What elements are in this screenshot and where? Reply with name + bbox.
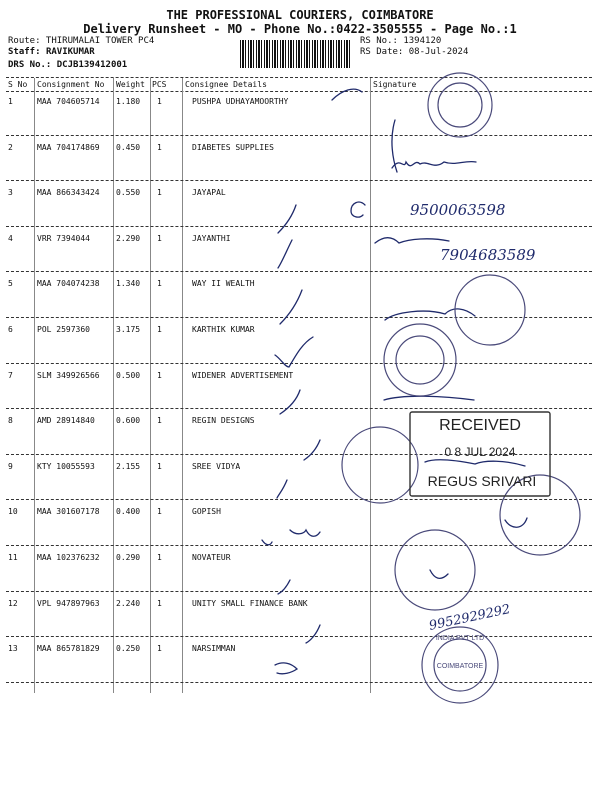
table-row [0,462,600,508]
table-row [0,234,600,280]
row-weight: 0.500 [116,370,141,380]
col-pcs: PCS [152,80,167,89]
col-signature: Signature [373,80,417,89]
row-sno: 10 [8,507,18,517]
row-consignee: DIABETES SUPPLIES [192,142,274,152]
table-row [0,97,600,143]
row-pcs: 1 [157,461,162,471]
table-row [0,143,600,189]
table-row [0,553,600,599]
route-label: Route: THIRUMALAI TOWER PC4 [8,36,155,46]
row-consignment-no: VRR 7394044 [37,233,90,243]
row-weight: 3.175 [116,325,141,334]
row-consignment-no: MAA 102376232 [37,553,100,562]
table-row [0,188,600,234]
row-divider [6,317,592,318]
row-pcs: 1 [157,598,162,608]
row-consignee: PUSHPA UDHAYAMOORTHY [192,97,289,106]
row-pcs: 1 [157,370,162,380]
handwritten-phone-3: 9952929292 [427,602,512,634]
stamp-text-india: INDIA PVT LTD [435,635,485,642]
row-consignee: JAYANTHI [192,233,231,243]
row-consignee: SREE VIDYA [192,461,241,471]
row-divider [6,226,592,227]
handwritten-phone-2: 7904683589 [440,246,536,264]
row-weight: 0.550 [116,188,141,198]
row-divider [6,682,592,683]
row-sno: 4 [8,233,13,243]
row-weight: 0.600 [116,416,141,426]
row-consignment-no: MAA 704174869 [37,142,100,152]
row-divider [6,545,592,546]
row-weight: 0.400 [116,507,141,517]
table-row [0,371,600,417]
row-weight: 2.155 [116,461,141,471]
row-divider [6,636,592,637]
table-row [0,325,600,371]
row-sno: 1 [8,97,13,106]
row-sno: 2 [8,142,13,152]
row-sno: 5 [8,279,13,289]
row-divider [6,363,592,364]
row-divider [6,499,592,500]
row-pcs: 1 [157,416,162,426]
row-consignment-no: MAA 865781829 [37,644,100,654]
table-row [0,644,600,690]
row-sno: 3 [8,188,13,198]
row-consignment-no: VPL 947897963 [37,598,100,608]
row-pcs: 1 [157,97,162,106]
handwritten-phone-1: 9500063598 [410,201,506,219]
row-consignee: NOVATEUR [192,553,231,562]
row-consignee: GOPISH [192,507,221,517]
row-sno: 12 [8,598,18,608]
column-divider [6,91,592,92]
row-weight: 0.290 [116,553,141,562]
row-pcs: 1 [157,233,162,243]
col-sno: S No [8,80,28,89]
received-stamp-label: RECEIVED [439,417,521,434]
row-consignee: REGIN DESIGNS [192,416,255,426]
row-consignment-no: SLM 349926566 [37,370,100,380]
row-sno: 7 [8,370,13,380]
table-row [0,279,600,325]
row-consignee: WIDENER ADVERTISEMENT [192,370,294,380]
row-pcs: 1 [157,644,162,654]
row-divider [6,271,592,272]
row-divider [6,408,592,409]
row-weight: 0.250 [116,644,141,654]
row-pcs: 1 [157,188,162,198]
table-row [0,507,600,553]
table-row [0,599,600,645]
row-weight: 2.290 [116,233,141,243]
row-divider [6,454,592,455]
row-weight: 1.340 [116,279,141,289]
row-consignment-no: MAA 866343424 [37,188,100,198]
header-divider [6,77,592,78]
row-sno: 6 [8,325,13,334]
row-weight: 1.180 [116,97,141,106]
row-consignment-no: KTY 10055593 [37,461,95,471]
row-weight: 0.450 [116,142,141,152]
col-weight: Weight [116,80,145,89]
barcode [240,40,352,68]
row-consignment-no: POL 2597360 [37,325,90,334]
row-divider [6,135,592,136]
row-sno: 11 [8,553,18,562]
staff-label: Staff: RAVIKUMAR [8,47,95,57]
col-consignment: Consignment No [37,80,105,89]
rs-number: RS No.: 1394120 [360,36,442,46]
company-title: THE PROFESSIONAL COURIERS, COIMBATORE [166,8,434,22]
row-pcs: 1 [157,279,162,289]
row-pcs: 1 [157,507,162,517]
received-stamp-company: REGUS SRIVARI [427,473,537,489]
row-consignee: KARTHIK KUMAR [192,325,255,334]
col-consignee: Consignee Details [185,80,267,89]
rs-date: RS Date: 08-Jul-2024 [360,47,469,57]
row-sno: 8 [8,416,13,426]
row-pcs: 1 [157,325,162,334]
row-pcs: 1 [157,553,162,562]
row-consignment-no: MAA 704074238 [37,279,100,289]
row-consignment-no: MAA 704605714 [37,97,100,106]
stamp-text-coimbatore: COIMBATORE [436,663,484,670]
row-weight: 2.240 [116,598,141,608]
row-divider [6,591,592,592]
row-divider [6,180,592,181]
row-consignment-no: AMD 28914840 [37,416,95,426]
row-sno: 13 [8,644,18,654]
row-consignment-no: MAA 301607178 [37,507,100,517]
row-consignee: NARSIMMAN [192,644,236,654]
row-pcs: 1 [157,142,162,152]
row-consignee: WAY II WEALTH [192,279,255,289]
row-consignee: JAYAPAL [192,188,226,198]
row-sno: 9 [8,461,13,471]
staff-name: RAVIKUMAR [45,47,95,57]
received-stamp-date: 0 8 JUL 2024 [444,445,516,459]
runsheet-subtitle: Delivery Runsheet - MO - Phone No.:0422-3505555 - Page No.:1 [83,22,517,36]
row-consignee: UNITY SMALL FINANCE BANK [192,598,308,608]
drs-number: DRS No.: DCJB139412001 [8,60,128,70]
table-row [0,416,600,462]
